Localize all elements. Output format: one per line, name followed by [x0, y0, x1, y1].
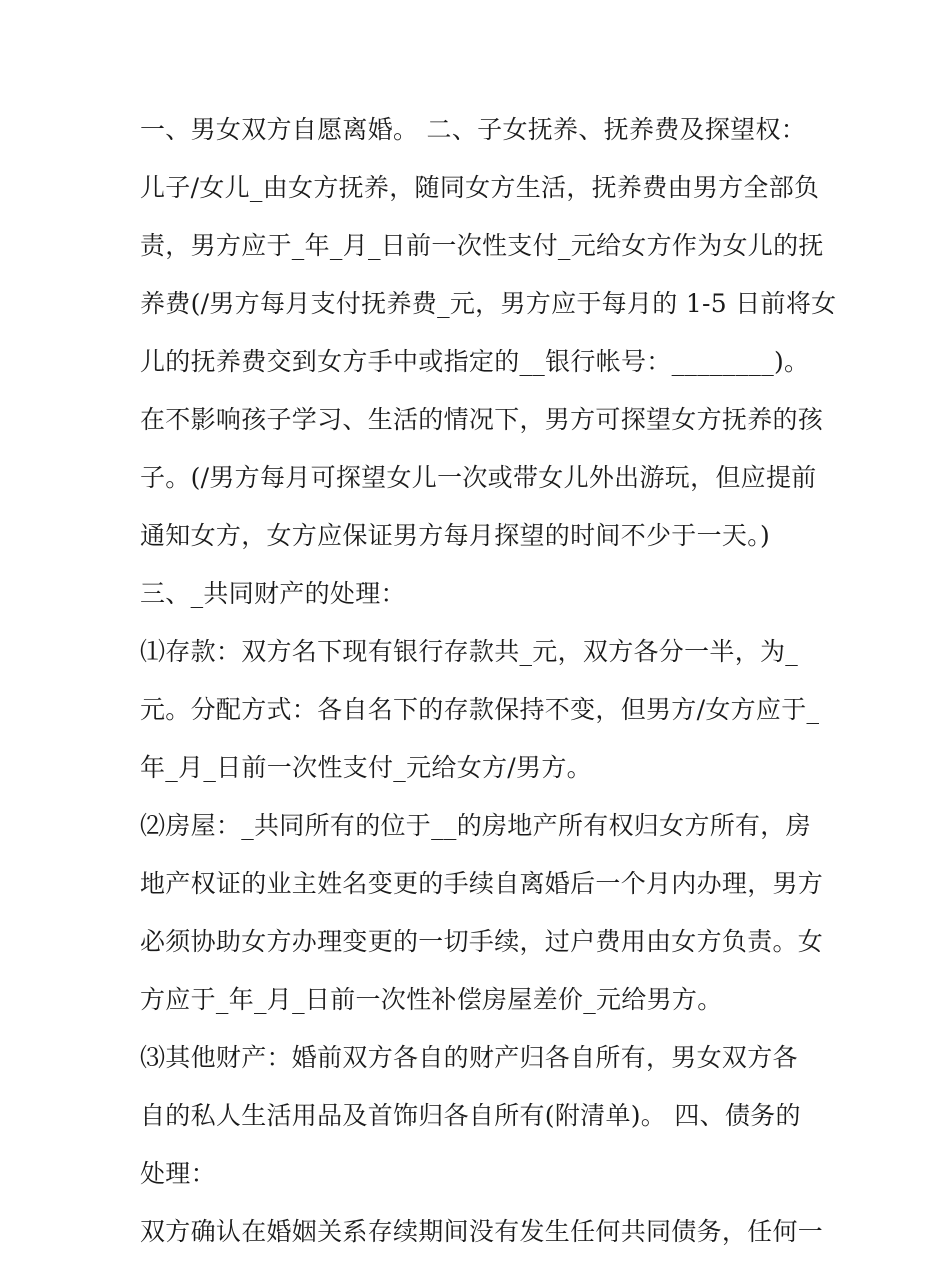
- agreement-text: [140, 107, 837, 1267]
- text-line: 在不影响孩子学习、生活的情况下，男方可探望女方抚养的孩: [140, 405, 824, 434]
- text-line: 必须协助女方办理变更的一切手续，过户费用由女方负责。女: [140, 927, 824, 956]
- text-line: 处理：: [140, 1159, 216, 1188]
- text-line: 责，男方应于_年_月_日前一次性支付_元给女方作为女儿的抚: [140, 231, 824, 260]
- text-line: 三、_共同财产的处理：: [140, 579, 406, 608]
- text-line: 元。分配方式：各自名下的存款保持不变，但男方/女方应于_: [140, 695, 820, 724]
- text-line: 地产权证的业主姓名变更的手续自离婚后一个月内办理，男方: [140, 869, 824, 898]
- text-line: 双方确认在婚姻关系存续期间没有发生任何共同债务，任何一: [140, 1217, 824, 1246]
- text-line: 一、男女双方自愿离婚。 二、子女抚养、抚养费及探望权：: [140, 115, 807, 144]
- text-line: ⑶其他财产：婚前双方各自的财产归各自所有，男女双方各: [140, 1043, 798, 1072]
- text-line: 儿子/女儿_由女方抚养，随同女方生活，抚养费由男方全部负: [140, 173, 820, 202]
- text-line: 子。(/男方每月可探望女儿一次或带女儿外出游玩，但应提前: [140, 463, 817, 492]
- text-line: 方应于_年_月_日前一次性补偿房屋差价_元给男方。: [140, 985, 723, 1014]
- text-line: 养费(/男方每月支付抚养费_元，男方应于每月的 1-5 日前将女: [140, 289, 837, 318]
- text-line: 儿的抚养费交到女方手中或指定的__银行帐号：________)。: [140, 347, 810, 376]
- text-line: 通知女方，女方应保证男方每月探望的时间不少于一天。): [140, 521, 771, 550]
- text-line: 年_月_日前一次性支付_元给女方/男方。: [140, 753, 592, 782]
- text-line: 自的私人生活用品及首饰归各自所有(附清单)。 四、债务的: [140, 1101, 801, 1130]
- text-line: ⑴存款：双方名下现有银行存款共_元，双方各分一半，为_: [140, 637, 799, 666]
- text-line: ⑵房屋：_共同所有的位于__的房地产所有权归女方所有，房: [140, 811, 811, 840]
